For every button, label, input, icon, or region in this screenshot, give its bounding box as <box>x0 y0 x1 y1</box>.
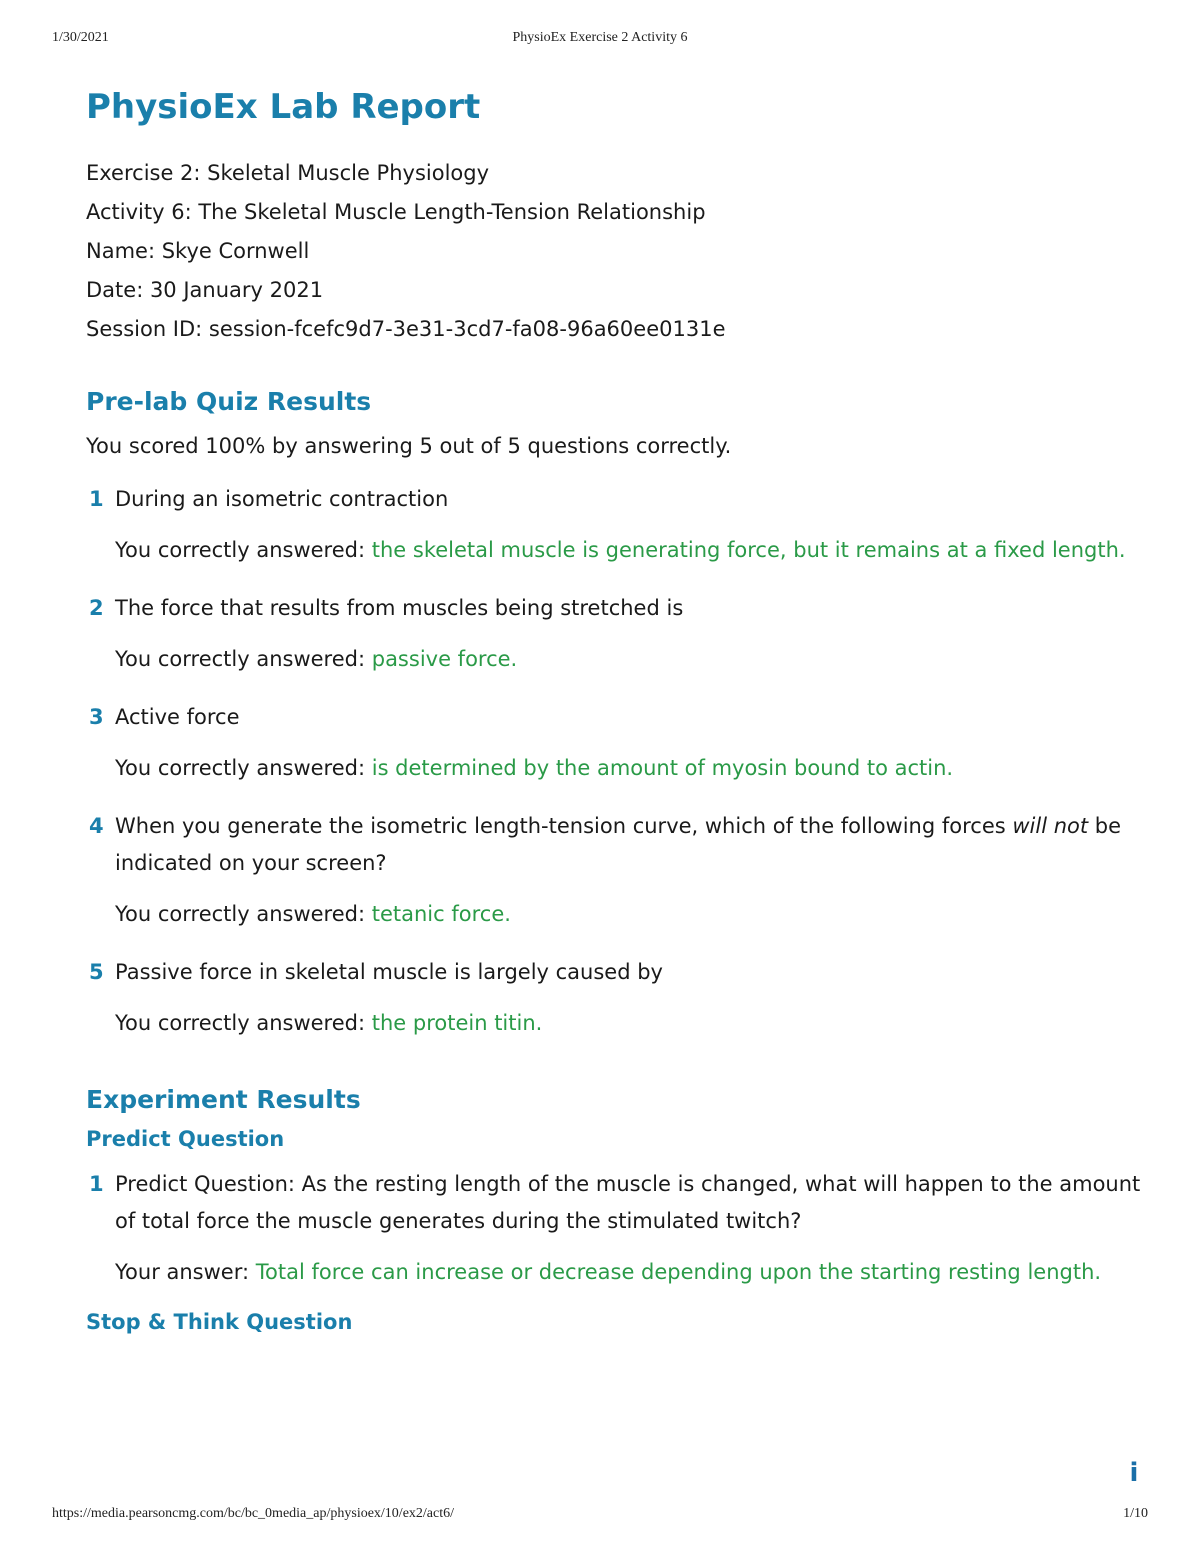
question-answer <box>115 532 1146 569</box>
print-footer <box>0 1506 1200 1528</box>
print-header <box>0 30 1200 54</box>
predict-question-1 <box>86 1166 1146 1291</box>
exercise-line: Exercise 2: Skeletal Muscle Physiology <box>86 161 490 185</box>
answer-prefix: You correctly answered: <box>115 1011 372 1035</box>
question-number: 4 <box>89 814 104 838</box>
prelab-heading: Pre-lab Quiz Results <box>86 387 372 416</box>
date-line: Date: 30 January 2021 <box>86 278 324 302</box>
page-title: PhysioEx Lab Report <box>86 87 481 127</box>
question-text: Passive force in skeletal muscle is largely caused by <box>115 960 663 984</box>
question-number: 1 <box>89 1172 104 1196</box>
answer-prefix: Your answer: <box>115 1260 256 1284</box>
print-url: https://media.pearsoncmg.com/bc/bc_0media_ap/physioex/10/ex2/act6/ <box>52 1506 455 1521</box>
question-text: Active force <box>115 705 240 729</box>
info-icon[interactable]: i <box>1129 1458 1139 1488</box>
print-date: 1/30/2021 <box>52 30 109 45</box>
question-text: During an isometric contraction <box>115 487 449 511</box>
question-number: 3 <box>89 705 104 729</box>
answer-prefix: You correctly answered: <box>115 647 372 671</box>
activity-line: Activity 6: The Skeletal Muscle Length-Tension Relationship <box>86 200 706 224</box>
question-answer <box>115 641 1146 678</box>
answer-text: tetanic force. <box>371 902 511 926</box>
answer-prefix: You correctly answered: <box>115 902 372 926</box>
question-answer <box>115 750 1146 787</box>
quiz-question-4 <box>86 808 1146 933</box>
session-line: Session ID: session-fcefc9d7-3e31-3cd7-fa08-96a60ee0131e <box>86 317 726 341</box>
answer-text: Total force can increase or decrease depending upon the starting resting length. <box>255 1260 1102 1284</box>
question-answer <box>115 896 1146 933</box>
experiment-heading: Experiment Results <box>86 1085 361 1114</box>
stop-think-heading: Stop & Think Question <box>86 1310 353 1334</box>
question-answer <box>115 1254 1146 1291</box>
question-number: 1 <box>89 487 104 511</box>
question-text-start: When you generate the isometric length-tension curve, which of the following forces <box>115 814 1013 838</box>
quiz-question-2 <box>86 590 1146 678</box>
page-number: 1/10 <box>1123 1506 1148 1521</box>
answer-text: passive force. <box>371 647 518 671</box>
prelab-score: You scored 100% by answering 5 out of 5 questions correctly. <box>86 434 732 458</box>
quiz-question-1 <box>86 481 1146 569</box>
question-answer <box>115 1005 1146 1042</box>
predict-heading: Predict Question <box>86 1127 285 1151</box>
answer-text: the protein titin. <box>371 1011 543 1035</box>
question-text: Predict Question: As the resting length of the muscle is changed, what will happen to the amount of total force the muscle generates during the stimulated twitch? <box>115 1172 1141 1233</box>
quiz-question-5 <box>86 954 1146 1042</box>
answer-prefix: You correctly answered: <box>115 538 372 562</box>
answer-text: the skeletal muscle is generating force, but it remains at a fixed length. <box>371 538 1126 562</box>
print-title: PhysioEx Exercise 2 Activity 6 <box>512 30 688 45</box>
report-content <box>86 82 1146 1337</box>
question-text: The force that results from muscles being stretched is <box>115 596 684 620</box>
question-text-emphasis: will not <box>1012 814 1089 838</box>
quiz-question-3 <box>86 699 1146 787</box>
question-text-end: be indicated on your screen? <box>115 814 1122 875</box>
name-line: Name: Skye Cornwell <box>86 239 310 263</box>
question-number: 2 <box>89 596 104 620</box>
question-text <box>115 808 1146 882</box>
question-number: 5 <box>89 960 104 984</box>
answer-text: is determined by the amount of myosin bound to actin. <box>371 756 954 780</box>
answer-prefix: You correctly answered: <box>115 756 372 780</box>
report-meta <box>86 154 1146 349</box>
